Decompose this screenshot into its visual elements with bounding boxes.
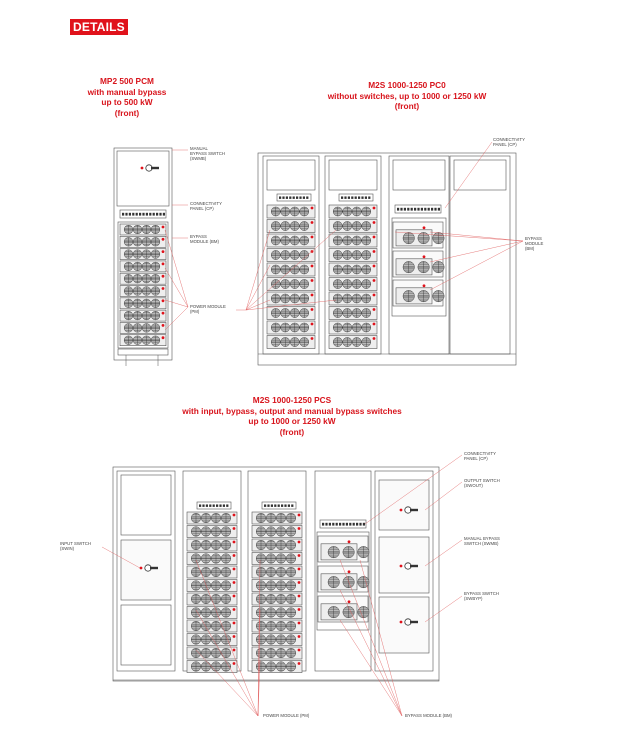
status-led-icon — [373, 207, 376, 210]
d3-label-bypass-switch: BYPASS SWITCH (SWBYP) — [464, 591, 500, 601]
status-led-icon — [298, 541, 301, 544]
status-led-icon — [298, 527, 301, 530]
status-led-icon — [233, 568, 236, 571]
status-led-icon — [423, 226, 426, 229]
status-led-icon — [373, 236, 376, 239]
d3-label-connectivity-panel: CONNECTIVITY PANEL (CP) — [464, 451, 496, 461]
status-led-icon — [348, 540, 351, 543]
d1-label-manual-bypass-switch: MANUAL BYPASS SWITCH (SWMB) — [190, 146, 226, 161]
status-led-icon — [233, 662, 236, 665]
status-led-icon — [162, 312, 165, 315]
d3-label-input-switch: INPUT SWITCH (SWIN) — [60, 541, 91, 551]
status-led-icon — [162, 324, 165, 327]
status-led-icon — [311, 308, 314, 311]
status-led-icon — [162, 336, 165, 339]
status-led-icon — [233, 554, 236, 557]
diagram1-caption: MP2 500 PCM with manual bypass up to 500 kW (front) — [87, 76, 167, 118]
status-led-icon — [233, 581, 236, 584]
d2-label-connectivity-panel: CONNECTIVITY PANEL (CP) — [493, 137, 525, 147]
d3-label-output-switch: OUTPUT SWITCH (SWOUT) — [464, 478, 500, 488]
status-led-icon — [311, 279, 314, 282]
status-led-icon — [373, 221, 376, 224]
diagram3-caption: M2S 1000-1250 PCS with input, bypass, output and manual bypass switches up to 1000 or 1250 kW (front) — [182, 395, 402, 437]
status-led-icon — [162, 275, 165, 278]
status-led-icon — [423, 255, 426, 258]
status-led-icon — [423, 284, 426, 287]
status-led-icon — [233, 649, 236, 652]
status-led-icon — [311, 265, 314, 268]
status-led-icon — [298, 662, 301, 665]
d3-label-manual-bypass-switch: MANUAL BYPASS SWITCH (SWMB) — [464, 536, 500, 546]
status-led-icon — [140, 567, 143, 570]
status-led-icon — [162, 263, 165, 266]
d3-label-power-module: POWER MODULE (PM) — [263, 713, 310, 718]
status-led-icon — [400, 565, 403, 568]
status-led-icon — [162, 238, 165, 241]
status-led-icon — [373, 250, 376, 253]
d1-label-connectivity-panel: CONNECTIVITY PANEL (CP) — [190, 201, 222, 211]
status-led-icon — [311, 323, 314, 326]
status-led-icon — [373, 337, 376, 340]
d3-label-bypass-module: BYPASS MODULE (BM) — [405, 713, 452, 718]
status-led-icon — [298, 608, 301, 611]
d1-label-bypass-module: BYPASS MODULE (BM) — [190, 234, 219, 244]
status-led-icon — [373, 294, 376, 297]
status-led-icon — [233, 527, 236, 530]
status-led-icon — [311, 294, 314, 297]
status-led-icon — [298, 595, 301, 598]
status-led-icon — [311, 236, 314, 239]
status-led-icon — [298, 514, 301, 517]
status-led-icon — [311, 337, 314, 340]
status-led-icon — [162, 250, 165, 253]
status-led-icon — [311, 207, 314, 210]
status-led-icon — [141, 167, 144, 170]
status-led-icon — [162, 299, 165, 302]
status-led-icon — [373, 265, 376, 268]
status-led-icon — [373, 279, 376, 282]
status-led-icon — [233, 635, 236, 638]
status-led-icon — [298, 568, 301, 571]
status-led-icon — [162, 287, 165, 290]
d3-bypass-switch-panel — [379, 597, 429, 653]
status-led-icon — [233, 608, 236, 611]
status-led-icon — [400, 621, 403, 624]
status-led-icon — [233, 595, 236, 598]
status-led-icon — [373, 308, 376, 311]
diagram2-caption: M2S 1000-1250 PC0 without switches, up to 1000 or 1250 kW (front) — [327, 80, 487, 112]
status-led-icon — [233, 622, 236, 625]
status-led-icon — [233, 514, 236, 517]
status-led-icon — [348, 570, 351, 573]
status-led-icon — [233, 541, 236, 544]
status-led-icon — [298, 622, 301, 625]
details-header: DETAILS — [70, 19, 128, 35]
status-led-icon — [298, 554, 301, 557]
status-led-icon — [373, 323, 376, 326]
status-led-icon — [298, 635, 301, 638]
status-led-icon — [400, 509, 403, 512]
d2-cabinet — [450, 156, 510, 354]
status-led-icon — [298, 649, 301, 652]
d3-manual-bypass-panel — [379, 537, 429, 593]
d2-label-bypass-module: BYPASS MODULE (BM) — [525, 236, 544, 251]
d3-output-panel — [379, 480, 429, 530]
d1-label-power-module: POWER MODULE (PM) — [190, 304, 226, 314]
status-led-icon — [348, 600, 351, 603]
status-led-icon — [162, 226, 165, 229]
status-led-icon — [298, 581, 301, 584]
status-led-icon — [311, 221, 314, 224]
